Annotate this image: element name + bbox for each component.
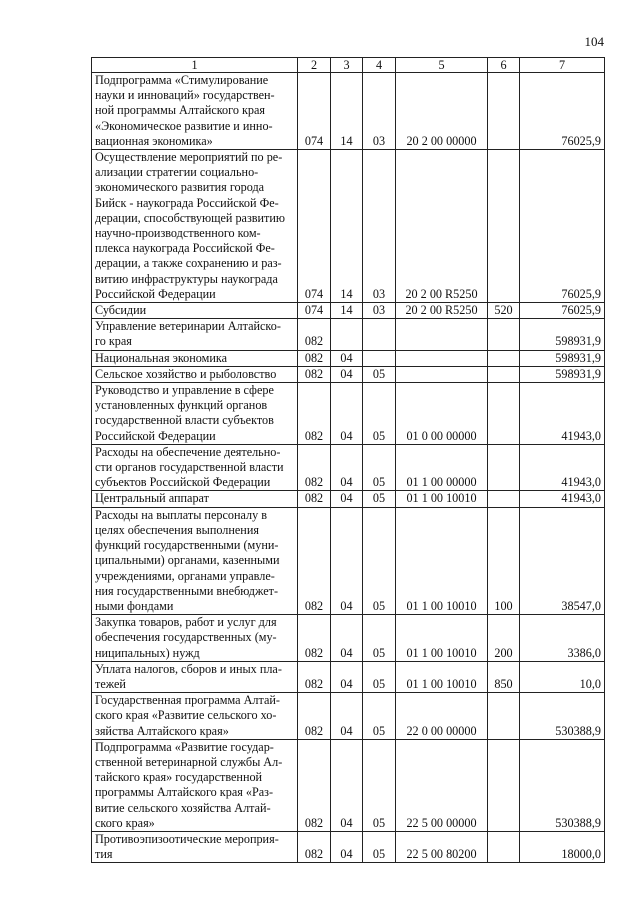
table-row: [92, 831, 605, 862]
amount-cell: 76025,9: [520, 73, 605, 150]
row-name-line: вационная экономика»: [95, 133, 213, 148]
ministry-code-cell: 082: [298, 366, 331, 382]
column-header-4: 4: [363, 58, 396, 73]
row-name-line: Противоэпизоотические мероприя-: [95, 831, 279, 846]
table-header-row: [92, 58, 605, 73]
target-article-cell: 22 5 00 80200: [396, 831, 488, 862]
row-name-cell: [92, 661, 298, 692]
row-name-cell: [92, 350, 298, 366]
section-code-cell: 14: [331, 150, 363, 303]
row-name-line: Сельское хозяйство и рыболовство: [95, 366, 277, 381]
row-name-line: Расходы на обеспечение деятельно-: [95, 444, 281, 459]
table-row: [92, 693, 605, 740]
row-name-line: дерации, а также сохранению и раз-: [95, 256, 282, 271]
target-article-cell: 01 1 00 10010: [396, 661, 488, 692]
row-name-line: Подпрограмма «Стимулирование: [95, 73, 269, 87]
row-name-line: витию инфраструктуры наукограда: [95, 271, 278, 286]
amount-cell: 41943,0: [520, 444, 605, 491]
row-name-line: тежей: [95, 676, 126, 691]
subsection-code-cell: 05: [363, 693, 396, 740]
row-name-line: тия: [95, 847, 113, 862]
row-name-line: Российской Федерации: [95, 286, 216, 301]
expense-type-cell: 520: [488, 303, 520, 319]
subsection-code-cell: 05: [363, 366, 396, 382]
expense-type-cell: [488, 150, 520, 303]
ministry-code-cell: 082: [298, 661, 331, 692]
column-header-3: 3: [331, 58, 363, 73]
subsection-code-cell: 03: [363, 150, 396, 303]
table-row: [92, 350, 605, 366]
row-name-cell: [92, 366, 298, 382]
row-name-line: Бийск - наукограда Российской Фе-: [95, 195, 279, 210]
row-name-line: Уплата налогов, сборов и иных пла-: [95, 661, 282, 676]
row-name-line: Осуществление мероприятий по ре-: [95, 150, 283, 165]
ministry-code-cell: 074: [298, 150, 331, 303]
subsection-code-cell: 05: [363, 507, 396, 614]
section-code-cell: 04: [331, 350, 363, 366]
amount-cell: 41943,0: [520, 491, 605, 507]
table-row: [92, 491, 605, 507]
section-code-cell: 04: [331, 383, 363, 445]
subsection-code-cell: [363, 319, 396, 350]
table-row: [92, 661, 605, 692]
table-row: [92, 507, 605, 614]
row-name-line: плекса наукограда Российской Фе-: [95, 241, 275, 256]
amount-cell: 76025,9: [520, 150, 605, 303]
row-name-line: сти органов государственной власти: [95, 460, 284, 475]
ministry-code-cell: 082: [298, 615, 331, 662]
expense-type-cell: [488, 491, 520, 507]
target-article-cell: 01 1 00 00000: [396, 444, 488, 491]
ministry-code-cell: 082: [298, 491, 331, 507]
column-header-6: 6: [488, 58, 520, 73]
row-name-cell: [92, 444, 298, 491]
subsection-code-cell: 03: [363, 73, 396, 150]
section-code-cell: 04: [331, 831, 363, 862]
row-name-line: обеспечения государственных (му-: [95, 630, 277, 645]
expense-type-cell: [488, 73, 520, 150]
row-name-line: Субсидии: [95, 303, 147, 318]
page-number: 104: [584, 34, 604, 49]
row-name-line: функций государственными (муни-: [95, 538, 279, 553]
target-article-cell: 22 0 00 00000: [396, 693, 488, 740]
ministry-code-cell: 082: [298, 507, 331, 614]
ministry-code-cell: 082: [298, 444, 331, 491]
row-name-cell: [92, 383, 298, 445]
subsection-code-cell: 05: [363, 661, 396, 692]
amount-cell: 598931,9: [520, 366, 605, 382]
ministry-code-cell: 082: [298, 831, 331, 862]
row-name-cell: [92, 693, 298, 740]
row-name-line: науки и инноваций» государствен-: [95, 88, 275, 103]
subsection-code-cell: 05: [363, 491, 396, 507]
target-article-cell: 01 1 00 10010: [396, 507, 488, 614]
target-article-cell: 01 1 00 10010: [396, 615, 488, 662]
expense-type-cell: [488, 693, 520, 740]
expense-type-cell: [488, 350, 520, 366]
row-name-line: Подпрограмма «Развитие государ-: [95, 739, 274, 754]
ministry-code-cell: 074: [298, 73, 331, 150]
table-row: [92, 73, 605, 150]
row-name-line: ского края «Развитие сельского хо-: [95, 708, 277, 723]
table-row: [92, 615, 605, 662]
row-name-line: установленных функций органов: [95, 398, 268, 413]
row-name-cell: [92, 73, 298, 150]
section-code-cell: 04: [331, 491, 363, 507]
subsection-code-cell: 05: [363, 739, 396, 831]
row-name-line: Российской Федерации: [95, 428, 216, 443]
target-article-cell: 01 0 00 00000: [396, 383, 488, 445]
row-name-cell: [92, 303, 298, 319]
amount-cell: 530388,9: [520, 693, 605, 740]
expense-type-cell: [488, 739, 520, 831]
row-name-line: Расходы на выплаты персоналу в: [95, 507, 267, 522]
row-name-line: Центральный аппарат: [95, 491, 209, 506]
row-name-line: ципальными) органами, казенными: [95, 553, 280, 568]
target-article-cell: 20 2 00 00000: [396, 73, 488, 150]
row-name-line: ственной ветеринарной службы Ал-: [95, 754, 283, 769]
expense-type-cell: 850: [488, 661, 520, 692]
row-name-cell: [92, 319, 298, 350]
ministry-code-cell: 082: [298, 350, 331, 366]
row-name-line: Руководство и управление в сфере: [95, 383, 274, 398]
target-article-cell: 22 5 00 00000: [396, 739, 488, 831]
section-code-cell: 04: [331, 661, 363, 692]
section-code-cell: 04: [331, 366, 363, 382]
row-name-line: субъектов Российской Федерации: [95, 475, 271, 490]
row-name-line: тайского края» государственной: [95, 770, 263, 785]
row-name-line: экономического развития города: [95, 180, 265, 195]
expense-type-cell: [488, 319, 520, 350]
row-name-cell: [92, 739, 298, 831]
amount-cell: 530388,9: [520, 739, 605, 831]
ministry-code-cell: 082: [298, 383, 331, 445]
subsection-code-cell: 03: [363, 303, 396, 319]
section-code-cell: 14: [331, 73, 363, 150]
section-code-cell: 04: [331, 507, 363, 614]
row-name-line: целях обеспечения выполнения: [95, 522, 259, 537]
table-row: [92, 739, 605, 831]
row-name-line: ализации стратегии социально-: [95, 165, 259, 180]
amount-cell: 598931,9: [520, 319, 605, 350]
row-name-line: ниципальных) нужд: [95, 645, 200, 660]
table-row: [92, 319, 605, 350]
section-code-cell: 04: [331, 739, 363, 831]
ministry-code-cell: 082: [298, 319, 331, 350]
column-header-1: 1: [92, 58, 298, 73]
amount-cell: 10,0: [520, 661, 605, 692]
table-row: [92, 303, 605, 319]
section-code-cell: [331, 319, 363, 350]
target-article-cell: 20 2 00 R5250: [396, 303, 488, 319]
row-name-line: научно-производственного ком-: [95, 226, 261, 241]
row-name-cell: [92, 150, 298, 303]
column-header-2: 2: [298, 58, 331, 73]
row-name-line: го края: [95, 334, 132, 349]
row-name-line: Управление ветеринарии Алтайско-: [95, 319, 281, 334]
row-name-line: программы Алтайского края «Раз-: [95, 785, 274, 800]
row-name-line: ной программы Алтайского края: [95, 103, 266, 118]
section-code-cell: 04: [331, 615, 363, 662]
column-header-5: 5: [396, 58, 488, 73]
row-name-line: учреждениями, органами управле-: [95, 568, 275, 583]
row-name-line: зяйства Алтайского края»: [95, 723, 229, 738]
subsection-code-cell: 05: [363, 383, 396, 445]
row-name-cell: [92, 491, 298, 507]
target-article-cell: 20 2 00 R5250: [396, 150, 488, 303]
row-name-line: государственной власти субъектов: [95, 413, 274, 428]
amount-cell: 598931,9: [520, 350, 605, 366]
row-name-line: витие сельского хозяйства Алтай-: [95, 800, 271, 815]
ministry-code-cell: 082: [298, 739, 331, 831]
expense-type-cell: [488, 383, 520, 445]
target-article-cell: [396, 366, 488, 382]
target-article-cell: 01 1 00 10010: [396, 491, 488, 507]
section-code-cell: 14: [331, 303, 363, 319]
budget-table: [91, 57, 605, 863]
amount-cell: 18000,0: [520, 831, 605, 862]
expense-type-cell: [488, 444, 520, 491]
ministry-code-cell: 082: [298, 693, 331, 740]
table-row: [92, 150, 605, 303]
column-header-7: 7: [520, 58, 605, 73]
subsection-code-cell: 05: [363, 615, 396, 662]
row-name-line: ния государственными внебюджет-: [95, 583, 279, 598]
expense-type-cell: [488, 831, 520, 862]
section-code-cell: 04: [331, 444, 363, 491]
amount-cell: 76025,9: [520, 303, 605, 319]
section-code-cell: 04: [331, 693, 363, 740]
table-row: [92, 383, 605, 445]
target-article-cell: [396, 319, 488, 350]
amount-cell: 38547,0: [520, 507, 605, 614]
row-name-line: Национальная экономика: [95, 350, 228, 365]
row-name-line: дерации, способствующей развитию: [95, 210, 285, 225]
subsection-code-cell: [363, 350, 396, 366]
row-name-line: «Экономическое развитие и инно-: [95, 118, 273, 133]
row-name-line: ными фондами: [95, 598, 174, 613]
ministry-code-cell: 074: [298, 303, 331, 319]
expense-type-cell: [488, 366, 520, 382]
amount-cell: 3386,0: [520, 615, 605, 662]
row-name-cell: [92, 831, 298, 862]
row-name-cell: [92, 507, 298, 614]
amount-cell: 41943,0: [520, 383, 605, 445]
row-name-line: Государственная программа Алтай-: [95, 693, 280, 708]
expense-type-cell: 100: [488, 507, 520, 614]
row-name-line: Закупка товаров, работ и услуг для: [95, 615, 277, 630]
expense-type-cell: 200: [488, 615, 520, 662]
row-name-cell: [92, 615, 298, 662]
table-row: [92, 366, 605, 382]
target-article-cell: [396, 350, 488, 366]
subsection-code-cell: 05: [363, 444, 396, 491]
table-row: [92, 444, 605, 491]
table-body: [92, 73, 605, 863]
subsection-code-cell: 05: [363, 831, 396, 862]
row-name-line: ского края»: [95, 815, 155, 830]
